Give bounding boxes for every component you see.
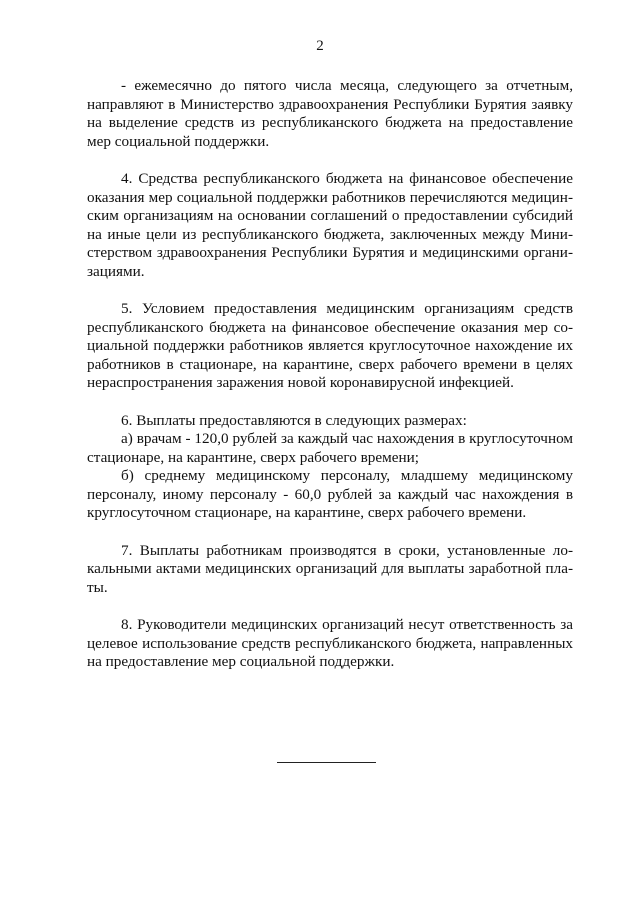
paragraph-gap [87, 523, 573, 542]
document-body [87, 77, 573, 672]
page-number: 2 [316, 38, 324, 54]
paragraph-6b-other-staff: б) среднему медицинскому персоналу, младшему медицинскому персоналу, иному персоналу - 60,0 рублей за каждый час нахождения в круглосуточном стационаре, на карантине, сверх рабочего времени. [87, 467, 573, 521]
paragraph-gap [87, 597, 573, 616]
paragraph-7-payment-terms: 7. Выплаты работникам производятся в сроки, установленные локальными актами медицинских организаций для выплаты заработной платы. [87, 541, 573, 596]
paragraph-gap [87, 151, 573, 170]
paragraph-4-funds-transfer: 4. Средства республиканского бюджета на финансовое обеспечение оказания мер социальной поддержки работников перечисляются медицинским организациям на основании соглашений о предоставлении субсидий на иные цели из республиканского бюджета, заключенных между Министерством здравоохранения Республики Бурятия и медицинскими организациями. [87, 170, 573, 280]
paragraph-6-payment-sizes: 6. Выплаты предоставляются в следующих размерах: [121, 411, 467, 429]
paragraph-5-conditions: 5. Условием предоставления медицинским организациям средств республиканского бюджета на финансовое обеспечение оказания мер социальной поддержки работников является круглосуточное нахождение их работников в стационаре, на карантине, сверх рабочего времени в целях нераспространения заражения новой коронавирусной инфекцией. [87, 300, 573, 391]
paragraph-gap [87, 281, 573, 300]
paragraph-gap [87, 393, 573, 412]
end-of-document-line [277, 762, 376, 763]
paragraph-6a-doctors: а) врачам - 120,0 рублей за каждый час нахождения в круглосуточном стационаре, на карантине, сверх рабочего времени; [87, 430, 573, 466]
paragraph-monthly-request: - ежемесячно до пятого числа месяца, следующего за отчетным, направляют в Министерство здравоохранения Республики Бурятия заявку на выделение средств из республиканского бюджета на предоставление мер социальной поддержки. [87, 77, 573, 150]
paragraph-8-responsibility: 8. Руководители медицинских организаций несут ответственность за целевое использование средств республиканского бюджета, направленных на предоставление мер социальной поддержки. [87, 616, 573, 670]
